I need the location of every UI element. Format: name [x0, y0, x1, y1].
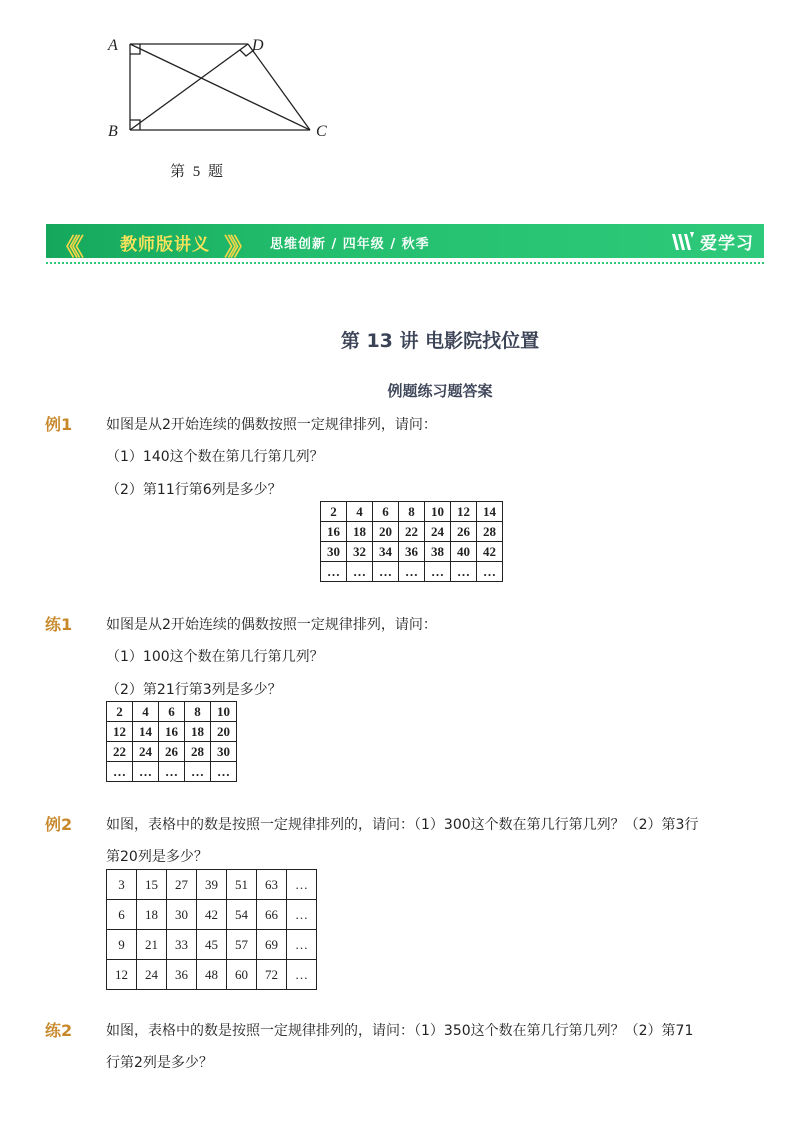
table-cell: 15	[137, 870, 167, 900]
table-cell: 22	[107, 742, 133, 762]
table-cell: …	[107, 762, 133, 782]
example-2-line-2: 第20列是多少？	[106, 849, 208, 865]
table-cell: …	[211, 762, 237, 782]
table-row	[107, 900, 317, 930]
table-row	[107, 870, 317, 900]
table-cell: 26	[159, 742, 185, 762]
label-b: B	[108, 123, 118, 140]
table-cell: 24	[425, 522, 451, 542]
table-cell: 16	[159, 722, 185, 742]
label-d: D	[252, 37, 264, 54]
table-row	[321, 562, 503, 582]
table-cell: 12	[107, 960, 137, 990]
table-cell: …	[451, 562, 477, 582]
table-cell: …	[399, 562, 425, 582]
table-cell: 51	[227, 870, 257, 900]
table-cell: 14	[133, 722, 159, 742]
practice-1-stem: 如图是从2开始连续的偶数按照一定规律排列，请问：	[106, 617, 437, 633]
table-cell: 38	[425, 542, 451, 562]
table-row	[107, 762, 237, 782]
banner-subtitle: 思维创新 / 四年级 / 秋季	[270, 237, 430, 252]
table-cell: 3	[107, 870, 137, 900]
table-row	[107, 722, 237, 742]
label-c: C	[316, 123, 327, 140]
banner-dotted-divider	[46, 262, 764, 264]
table-cell: 20	[373, 522, 399, 542]
brand-logo	[670, 228, 754, 254]
table-row	[107, 702, 237, 722]
chevrons-left-icon: 《《	[54, 233, 78, 261]
table-cell: 8	[185, 702, 211, 722]
example-2-tag: 例2	[45, 815, 73, 834]
table-cell: 8	[399, 502, 425, 522]
table-row	[107, 742, 237, 762]
section-title: 例题练习题答案	[387, 382, 493, 400]
table-cell: 36	[167, 960, 197, 990]
lecture-title: 第 13 讲 电影院找位置	[340, 330, 540, 352]
practice-1-question-2: （2）第21行第3列是多少？	[106, 682, 282, 698]
practice-2-tag: 练2	[45, 1021, 73, 1040]
example-1-stem: 如图是从2开始连续的偶数按照一定规律排列，请问：	[106, 417, 437, 433]
table-cell: …	[133, 762, 159, 782]
table-cell: 66	[257, 900, 287, 930]
table-cell: …	[321, 562, 347, 582]
table-cell: 12	[107, 722, 133, 742]
table-cell: 72	[257, 960, 287, 990]
brand-logo-icon	[670, 230, 696, 252]
table-cell: 18	[185, 722, 211, 742]
table-cell: 14	[477, 502, 503, 522]
table-cell: …	[373, 562, 399, 582]
example-1-question-2: （2）第11行第6列是多少？	[106, 482, 282, 498]
lecture-banner	[46, 224, 764, 261]
table-cell: 45	[197, 930, 227, 960]
example-1-tag: 例1	[45, 415, 73, 434]
table-cell: …	[287, 930, 317, 960]
table-cell: 12	[451, 502, 477, 522]
table-cell: 10	[425, 502, 451, 522]
table-cell: …	[477, 562, 503, 582]
table-cell: 28	[185, 742, 211, 762]
table-row	[321, 542, 503, 562]
table-cell: 57	[227, 930, 257, 960]
practice-2-line-2: 行第2列是多少？	[106, 1055, 213, 1071]
table-cell: 27	[167, 870, 197, 900]
table-cell: 42	[477, 542, 503, 562]
table-cell: …	[347, 562, 373, 582]
table-cell: 48	[197, 960, 227, 990]
table-cell: 20	[211, 722, 237, 742]
table-cell: …	[287, 900, 317, 930]
table-cell: 4	[133, 702, 159, 722]
geometry-figure	[100, 30, 340, 150]
chevrons-right-icon: 》》	[224, 233, 248, 261]
table-cell: 32	[347, 542, 373, 562]
table-cell: 2	[107, 702, 133, 722]
table-cell: 39	[197, 870, 227, 900]
table-cell: 18	[137, 900, 167, 930]
table-cell: …	[287, 870, 317, 900]
table-cell: 30	[321, 542, 347, 562]
practice-2-line-1: 如图，表格中的数是按照一定规律排列的，请问：（1）350这个数在第几行第几列？（2）第71	[106, 1023, 694, 1039]
table-cell: 42	[197, 900, 227, 930]
table-cell: 4	[347, 502, 373, 522]
table-cell: 24	[137, 960, 167, 990]
table-cell: 16	[321, 522, 347, 542]
practice-1-table	[106, 701, 237, 782]
table-cell: …	[287, 960, 317, 990]
table-cell: 40	[451, 542, 477, 562]
table-cell: 28	[477, 522, 503, 542]
practice-1-question-1: （1）100这个数在第几行第几列？	[106, 649, 324, 665]
table-cell: 33	[167, 930, 197, 960]
brand-logo-text: 爱学习	[700, 233, 754, 254]
figure-caption: 第 5 题	[170, 164, 226, 180]
example-2-line-1: 如图，表格中的数是按照一定规律排列的，请问：（1）300这个数在第几行第几列？（2）第3行	[106, 817, 699, 833]
table-cell: 6	[107, 900, 137, 930]
table-cell: 30	[167, 900, 197, 930]
table-cell: 69	[257, 930, 287, 960]
example-1-table	[320, 501, 503, 582]
table-cell: 26	[451, 522, 477, 542]
table-cell: 34	[373, 542, 399, 562]
banner-title: 教师版讲义	[120, 235, 210, 255]
example-2-table	[106, 869, 317, 990]
table-cell: 18	[347, 522, 373, 542]
table-cell: 54	[227, 900, 257, 930]
table-row	[107, 960, 317, 990]
table-cell: 60	[227, 960, 257, 990]
table-row	[321, 502, 503, 522]
table-cell: 22	[399, 522, 425, 542]
table-cell: …	[159, 762, 185, 782]
table-cell: 10	[211, 702, 237, 722]
table-cell: 24	[133, 742, 159, 762]
table-cell: 21	[137, 930, 167, 960]
table-cell: …	[425, 562, 451, 582]
practice-1-tag: 练1	[45, 615, 73, 634]
table-cell: 2	[321, 502, 347, 522]
table-cell: 6	[159, 702, 185, 722]
table-cell: 6	[373, 502, 399, 522]
example-1-question-1: （1）140这个数在第几行第几列？	[106, 449, 324, 465]
table-cell: …	[185, 762, 211, 782]
label-a: A	[108, 37, 118, 54]
table-cell: 36	[399, 542, 425, 562]
table-cell: 9	[107, 930, 137, 960]
table-row	[321, 522, 503, 542]
table-cell: 30	[211, 742, 237, 762]
table-row	[107, 930, 317, 960]
table-cell: 63	[257, 870, 287, 900]
